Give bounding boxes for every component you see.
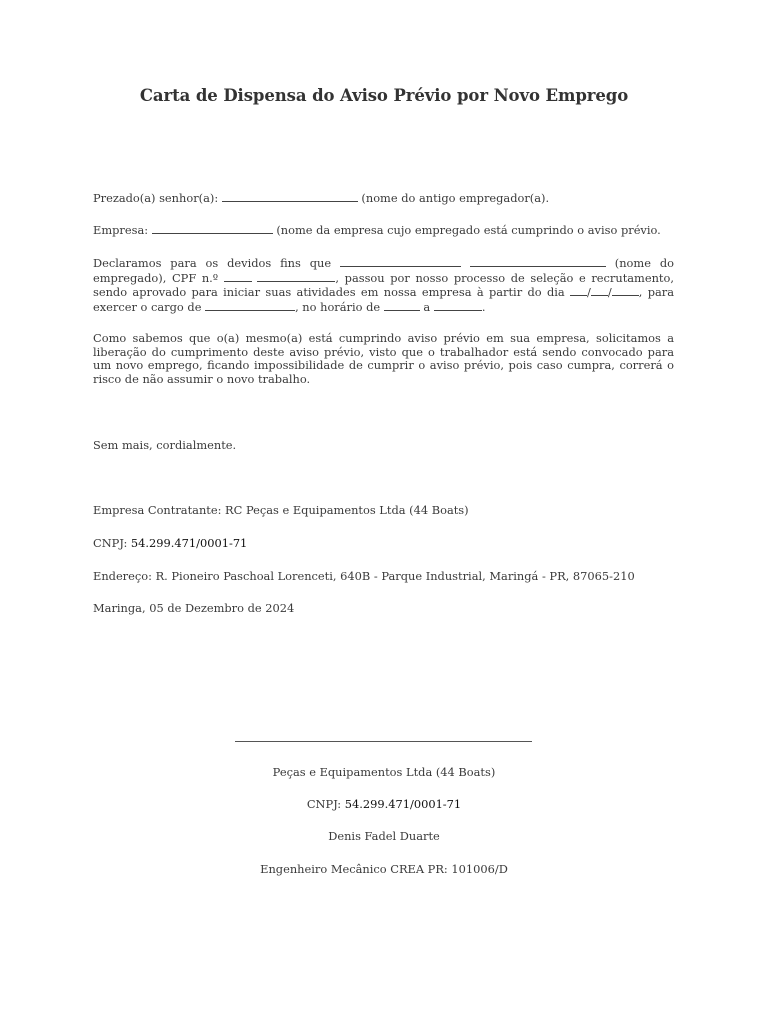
declaration-part6: a	[419, 299, 434, 314]
signature-cnpj	[0, 797, 768, 811]
salutation-suffix: (nome do antigo empregador(a).	[357, 191, 550, 205]
start-year-blank	[612, 285, 639, 296]
start-time-blank	[384, 300, 420, 311]
contracting-company: Empresa Contratante: RC Peças e Equipamentos Ltda (44 Boats)	[93, 503, 469, 517]
company-line	[93, 223, 674, 238]
cpf-blank-1	[224, 271, 252, 282]
company-suffix: (nome da empresa cujo empregado está cumprindo o aviso prévio.	[272, 223, 661, 237]
date-separator-1: /	[587, 285, 591, 300]
request-paragraph: Como sabemos que o(a) mesmo(a) está cumprindo aviso prévio em sua empresa, solicitamos a liberação do cumprimento deste aviso prévio, visto que o trabalhador está sendo convocado para um novo emprego, ficando impossibilidade de cumprir o aviso prévio, pois caso cumpra, correrá o risco de não assumir o novo trabalho.	[93, 331, 674, 386]
signature-line	[235, 741, 532, 742]
company-prefix: Empresa:	[93, 223, 152, 237]
declaration-part3: , passou por nosso processo de seleção e recrutamento, sendo aprovado para iniciar suas atividades em nossa empresa à partir do dia	[93, 270, 674, 300]
cnpj-value: 54.299.471/0001-71	[130, 536, 248, 550]
document-title: Carta de Dispensa do Aviso Prévio por Novo Emprego	[139, 86, 629, 105]
cnpj-line	[93, 537, 674, 551]
place-date-line: Maringa, 05 de Dezembro de 2024	[93, 601, 295, 615]
declaration-part2: (nome do empregado), CPF n.º	[93, 256, 674, 285]
signature-name: Denis Fadel Duarte	[328, 829, 440, 843]
company-name-blank	[152, 223, 273, 234]
salutation-line	[93, 191, 674, 206]
signature-company: Peças e Equipamentos Ltda (44 Boats)	[272, 765, 496, 779]
former-employer-blank	[222, 191, 358, 202]
signature-cnpj-label: CNPJ:	[306, 797, 345, 811]
employee-name-blank-2	[470, 256, 606, 267]
declaration-part1: Declaramos para os devidos fins que	[93, 256, 340, 270]
employee-name-blank-1	[340, 256, 461, 267]
declaration-paragraph	[93, 256, 674, 314]
declaration-part4: , para exercer o cargo de	[93, 285, 675, 314]
cpf-blank-2	[257, 271, 335, 282]
closing-line: Sem mais, cordialmente.	[93, 438, 237, 452]
signature-role: Engenheiro Mecânico CREA PR: 101006/D	[260, 862, 508, 876]
address-line: Endereço: R. Pioneiro Paschoal Lorenceti, 640B - Parque Industrial, Maringá - PR, 87065-210	[93, 569, 635, 583]
cnpj-label: CNPJ:	[93, 536, 131, 550]
declaration-part7: .	[481, 299, 486, 314]
end-time-blank	[434, 300, 482, 311]
salutation-prefix: Prezado(a) senhor(a):	[93, 191, 222, 205]
job-title-blank	[205, 300, 295, 311]
start-day-blank	[570, 285, 587, 296]
declaration-part5: , no horário de	[295, 299, 384, 314]
date-separator-2: /	[607, 285, 612, 300]
start-month-blank	[591, 285, 608, 296]
signature-cnpj-value: 54.299.471/0001-71	[344, 797, 462, 811]
